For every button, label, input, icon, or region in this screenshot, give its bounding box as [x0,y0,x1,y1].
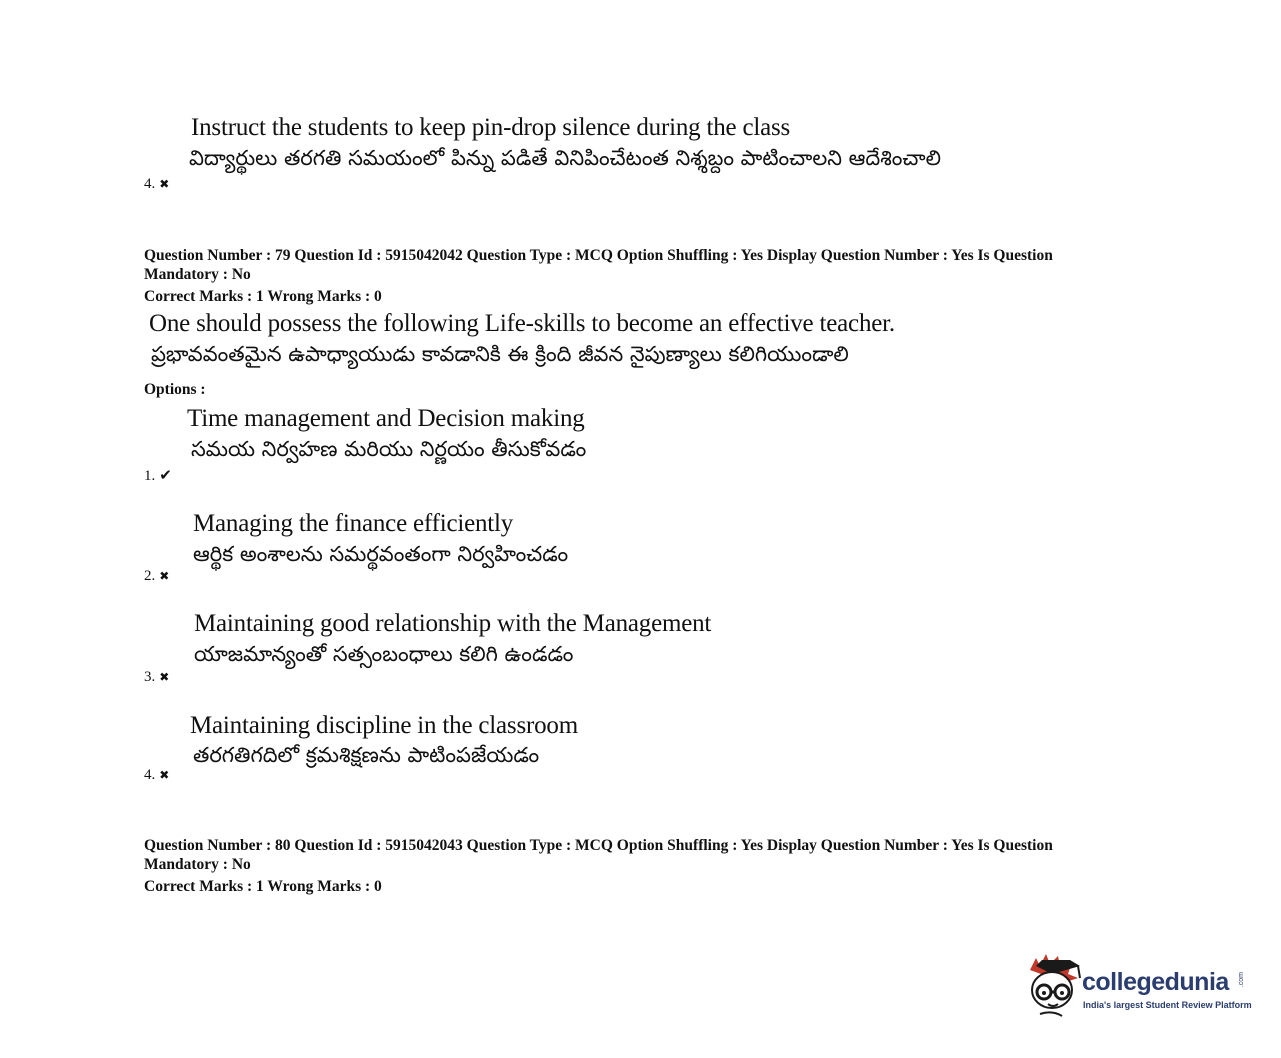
question-80-marks: Correct Marks : 1 Wrong Marks : 0 [144,878,382,895]
question-79-telugu: ప్రభావవంతమైన ఉపాధ్యాయుడు కావడానికి ఈ క్రింది జీవన నైపుణ్యాలు కలిగియుండాలి [151,342,849,366]
option-1-english: Time management and Decision making [187,405,585,432]
option-1-label [144,466,172,485]
option-2-label [144,568,169,585]
question-79-english: One should possess the following Life-skills to become an effective teacher. [149,310,895,337]
correct-check-icon: ✔ [159,468,172,484]
question-79-marks: Correct Marks : 1 Wrong Marks : 0 [144,288,382,305]
question-79-meta-line1: Question Number : 79 Question Id : 5915042042 Question Type : MCQ Option Shuffling : Yes Display Question Number : Yes Is Question [144,247,1053,264]
wrong-mark-icon: ✖ [159,670,170,684]
option-number: 4. [144,176,156,192]
prev-option-4-telugu: విద్యార్థులు తరగతి సమయంలో పిన్ను పడితే వినిపించేటంత నిశ్శబ్దం పాటించాలని ఆదేశించాలి [189,146,941,170]
question-80-meta-line1: Question Number : 80 Question Id : 5915042043 Question Type : MCQ Option Shuffling : Yes Display Question Number : Yes Is Question [144,837,1053,854]
logo-tagline: India's largest Student Review Platform [1083,1000,1252,1010]
option-2-english: Managing the finance efficiently [193,510,514,537]
wrong-mark-icon: ✖ [159,768,170,782]
option-number: 3. [144,669,156,685]
option-3-label [144,669,169,686]
prev-option-4-english: Instruct the students to keep pin-drop silence during the class [191,114,791,141]
option-number: 4. [144,767,156,783]
option-4-label [144,767,169,784]
student-mascot-icon [1022,952,1084,1018]
option-1-telugu: సమయ నిర్వహణ మరియు నిర్ణయం తీసుకోవడం [191,437,587,461]
option-4-telugu: తరగతిగదిలో క్రమశిక్షణను పాటింపజేయడం [193,743,540,767]
wrong-mark-icon: ✖ [159,177,170,191]
option-number: 2. [144,568,156,584]
question-79-meta [144,246,1053,284]
option-4-english: Maintaining discipline in the classroom [190,712,578,739]
logo-suffix: .com [1238,972,1245,988]
question-80-meta [144,836,1053,874]
options-label: Options : [144,381,206,398]
wrong-mark-icon: ✖ [159,569,170,583]
option-2-telugu: ఆర్థిక అంశాలను సమర్థవంతంగా నిర్వహించడం [193,542,569,566]
question-80-meta-line2: Mandatory : No [144,856,251,873]
option-3-telugu: యాజమాన్యంతో సత్సంబంధాలు కలిగి ఉండడం [194,642,574,666]
logo-name: collegedunia [1082,968,1229,996]
option-number: 1. [144,468,156,484]
question-79-meta-line2: Mandatory : No [144,266,251,283]
collegedunia-logo [1022,952,1257,1022]
prev-option-4-label [144,176,169,193]
option-3-english: Maintaining good relationship with the Management [194,610,712,637]
